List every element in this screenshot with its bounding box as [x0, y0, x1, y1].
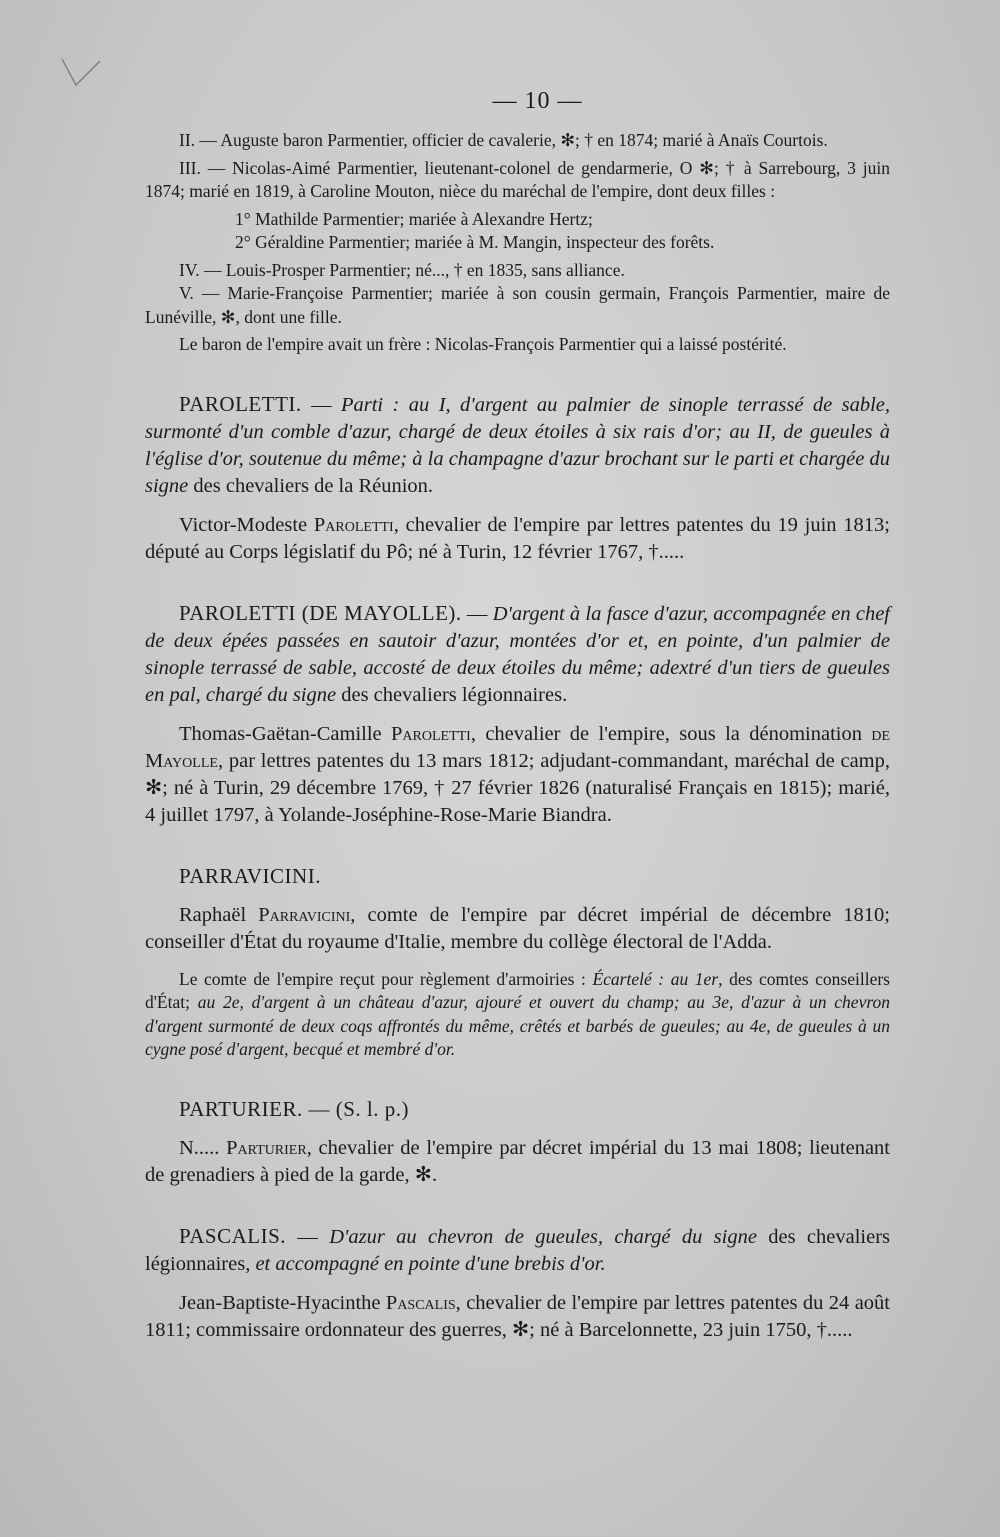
mayolle-blazon: D'argent à la fasce d'azur, accompagnée en chef de deux épées passées en sautoir d'azur, montées d'or et, en pointe, d'un palmier de sinople terrassé de sable, accosté de deux étoiles du même; adextré d'un tiers de gueules en pal, chargé du signe — [145, 602, 890, 706]
entry-v: V. — Marie-Françoise Parmentier; mariée à son cousin germain, François Parmentier, maire de Lunéville, ✻, dont une fille. — [145, 283, 890, 327]
paroletti-blazon: Parti : au I, d'argent au palmier de sinople terrassé de sable, surmonté d'un comble d'azur, chargé de deux étoiles à six rais d'or; au II, de gueules à l'église d'or, soutenue du même; à la champagne d'azur brochant sur le parti et chargée du signe — [145, 393, 890, 497]
page-number: — 10 — — [492, 88, 583, 114]
parravicini-arms-note: Le comte de l'empire reçut pour règlement d'armoiries : Écartelé : au 1er, des comtes conseillers d'État; au 2e, d'argent à un château d'azur, ajouré et ouvert du champ; au 3e, d'azur à un chevron d'argent surmonté de deux coqs affrontés du même, crêtés et barbés de gueules; au 4e, de gueules à un cygne posé d'argent, becqué et membré d'or. — [145, 968, 890, 1059]
mayolle-bio: Thomas-Gaëtan-Camille Paroletti, chevalier de l'empire, sous la dénomination de Mayolle, par lettres patentes du 13 mars 1812; adjudant-commandant, maréchal de camp, ✻; né à Turin, 29 décembre 1769, † 27 février 1826 (naturalisé Français en 1815); marié, 4 juillet 1797, à Yolande-Joséphine-Rose-Marie Biandra. — [145, 722, 891, 826]
parravicini-heading: PARRAVICINI. — [179, 863, 321, 888]
mayolle-arms: PAROLETTI (DE MAYOLLE). — D'argent à la fasce d'azur, accompagnée en chef de deux épées passées en sautoir d'azur, montées d'or et, en pointe, d'un palmier de sinople terrassé de sable, accosté de deux étoiles du même; adextré d'un tiers de gueules en pal, chargé du signe des chevaliers légionnaires. — [145, 600, 890, 706]
pascalis-arms: PASCALIS. — D'azur au chevron de gueules, chargé du signe des chevaliers légionnaires, et accompagné en pointe d'une brebis d'or. — [145, 1223, 890, 1275]
pascalis-bio: Jean-Baptiste-Hyacinthe Pascalis, chevalier de l'empire par lettres patentes du 24 août 1811; commissaire ordonnateur des guerres, ✻; né à Barcelonnette, 23 juin 1750, †..... — [145, 1291, 890, 1341]
mayolle-heading: PAROLETTI (DE MAYOLLE). — [179, 600, 462, 625]
entry-iii: III. — Nicolas-Aimé Parmentier, lieutenant-colonel de gendarmerie, O ✻; † à Sarrebourg, 3 juin 1874; marié en 1819, à Caroline Mouton, nièce du maréchal de l'empire, dont deux filles : — [145, 157, 890, 201]
entry-iv: IV. — Louis-Prosper Parmentier; né..., † en 1835, sans alliance. — [179, 259, 625, 280]
paroletti-arms: PAROLETTI. — Parti : au I, d'argent au palmier de sinople terrassé de sable, surmonté d'un comble d'azur, chargé de deux étoiles à six rais d'or; au II, de gueules à l'église d'or, soutenue du même; à la champagne d'azur brochant sur le parti et chargée du signe des chevaliers de la Réunion. — [145, 391, 890, 497]
entry-ii: II. — Auguste baron Parmentier, officier de cavalerie, ✻; † en 1874; marié à Anaïs Courtois. — [179, 130, 828, 150]
brother-note: Le baron de l'empire avait un frère : Nicolas-François Parmentier qui a laissé postérité. — [179, 334, 787, 354]
pencil-check-mark — [60, 55, 104, 89]
parturier-bio: N..... Parturier, chevalier de l'empire par décret impérial du 13 mai 1808; lieutenant de grenadiers à pied de la garde, ✻. — [145, 1136, 890, 1186]
parturier-heading: PARTURIER. — (S. l. p.) — [179, 1096, 409, 1121]
pascalis-heading: PASCALIS. — [179, 1223, 287, 1248]
parravicini-blazon: au 2e, d'argent à un château d'azur, ajouré et ouvert du champ; au 3e, d'azur à un chevron d'argent surmonté de deux coqs affrontés du même, crêtés et barbés de gueules; au 4e, de gueules à un cygne posé d'argent, becqué et membré d'or. — [145, 992, 890, 1059]
paroletti-heading: PAROLETTI. — [179, 391, 302, 416]
parravicini-bio: Raphaël Parravicini, comte de l'empire par décret impérial de décembre 1810; conseiller d'État du royaume d'Italie, membre du collège électoral de l'Adda. — [145, 903, 890, 953]
entry-iii-daughter-2: 2° Géraldine Parmentier; mariée à M. Mangin, inspecteur des forêts. — [235, 232, 715, 252]
entry-iii-daughter-1: 1° Mathilde Parmentier; mariée à Alexandre Hertz; — [235, 208, 593, 229]
paroletti-bio: Victor-Modeste Paroletti, chevalier de l'empire par lettres patentes du 19 juin 1813; député au Corps législatif du Pô; né à Turin, 12 février 1767, †..... — [145, 513, 890, 563]
